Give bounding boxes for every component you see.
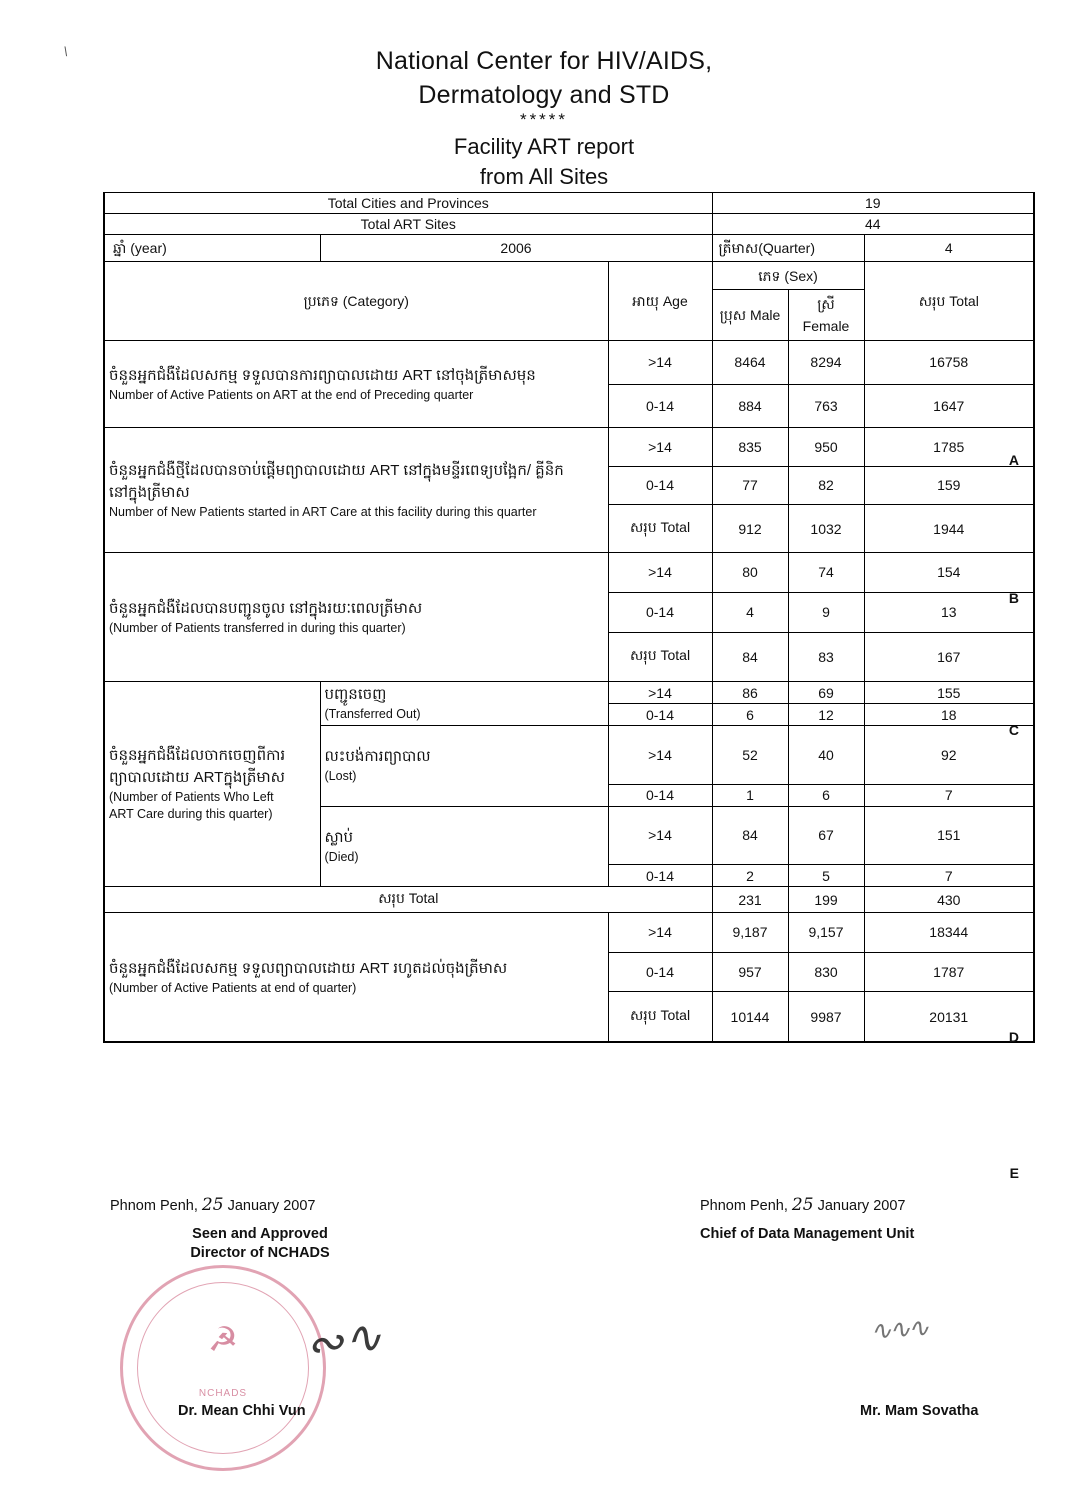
section-letter-b: B — [1008, 590, 1019, 606]
col-header-age: អាយុ Age — [608, 262, 712, 341]
section-a-row0-age: >14 — [608, 341, 712, 385]
section-d-khmer2: ព្យាបាលដោយ ARTក្នុងត្រីមាស — [109, 769, 285, 786]
stars-divider: ***** — [519, 110, 569, 129]
section-d-sub1-khmer: បញ្ជូនចេញ — [324, 686, 387, 703]
section-d-sub3-row1-age: 0-14 — [608, 865, 712, 887]
section-d-sub1-row1-female: 12 — [788, 704, 864, 726]
section-letter-e: E — [1009, 1165, 1019, 1181]
col-header-sex: ភេទ (Sex) — [712, 262, 864, 290]
section-a-row1-male: 884 — [712, 384, 788, 428]
section-d-total-female: 199 — [788, 887, 864, 913]
section-d-sub1-row0-total: 155 — [864, 682, 1034, 704]
section-d-sub3-row1-female: 5 — [788, 865, 864, 887]
table-row — [104, 428, 1034, 467]
section-c-row1-age: 0-14 — [608, 592, 712, 632]
signature-right-role: Chief of Data Management Unit — [700, 1226, 915, 1242]
section-letter-d: D — [1008, 1029, 1019, 1045]
table-header-row-1 — [104, 262, 1034, 290]
summary-row-period — [104, 235, 1034, 262]
signature-right-scribble: ∿∿∿ — [869, 1313, 928, 1347]
section-d-sub2-label — [320, 726, 608, 807]
section-d-sub1-row0-male: 86 — [712, 682, 788, 704]
section-d-sub2-row0-age: >14 — [608, 726, 712, 785]
section-a-row0-female: 8294 — [788, 341, 864, 385]
sites-value: 44 — [712, 214, 1034, 235]
section-c-row1-total: 13 — [864, 592, 1034, 632]
section-e-row1-age: 0-14 — [608, 952, 712, 992]
signature-left-place — [110, 1195, 470, 1215]
year-label: ឆ្នាំ (year) — [104, 235, 320, 262]
section-a-row0-male: 8464 — [712, 341, 788, 385]
section-b-total-female: 1032 — [788, 505, 864, 553]
signature-right-name: Mr. Mam Sovatha — [860, 1403, 979, 1419]
signature-left-role — [110, 1225, 410, 1263]
official-stamp — [120, 1265, 326, 1471]
section-d-sub3-label — [320, 806, 608, 887]
section-d-sub2-row0-total: 92 — [864, 726, 1034, 785]
section-c-category — [104, 553, 608, 682]
section-c-row1-female: 9 — [788, 592, 864, 632]
section-e-row0-age: >14 — [608, 913, 712, 953]
section-e-category — [104, 913, 608, 1043]
signature-left-name: Dr. Mean Chhi Vun — [178, 1403, 306, 1419]
section-d-sub2-row1-female: 6 — [788, 784, 864, 806]
section-a-english: Number of Active Patients on ART at the end of Preceding quarter — [109, 387, 474, 402]
section-c-total-label: សរុប Total — [608, 632, 712, 681]
section-d-sub3-english: (Died) — [324, 849, 359, 864]
col-header-category: ប្រភេទ (Category) — [104, 262, 608, 341]
section-d-sub3-row0-total: 151 — [864, 806, 1034, 865]
section-c-khmer: ចំនួនអ្នកជំងឺដែលបានបញ្ជូនចូល នៅក្នុងរយៈពេលត្រីមាស — [109, 599, 423, 617]
section-b-khmer2: នៅក្នុងត្រីមាស — [109, 483, 190, 501]
section-d-total-total: 430 — [864, 887, 1034, 913]
corner-pen-mark: \ — [63, 43, 69, 60]
section-d-sub1-row0-age: >14 — [608, 682, 712, 704]
section-b-khmer: ចំនួនអ្នកជំងឺថ្មីដែលបានចាប់ផ្តើមព្យាបាលដោយ ART នៅក្នុងមន្ទីរពេទ្យបង្អែក/ គ្លីនិក — [109, 461, 564, 479]
section-d-sub1-row1-total: 18 — [864, 704, 1034, 726]
section-d-english2: ART Care during this quarter) — [109, 807, 273, 821]
report-subtitle: from All Sites — [479, 164, 609, 189]
section-d-sub3-row0-age: >14 — [608, 806, 712, 865]
section-b-row0-male: 835 — [712, 428, 788, 467]
section-c-row0-age: >14 — [608, 553, 712, 593]
section-d-sub2-row1-total: 7 — [864, 784, 1034, 806]
year-value: 2006 — [320, 235, 712, 262]
section-e-total-female: 9987 — [788, 992, 864, 1042]
section-b-row1-total: 159 — [864, 466, 1034, 505]
section-a-khmer: ចំនួនអ្នកជំងឺដែលសកម្ម ទទួលបានការព្យាបាលដោយ ART នៅចុងត្រីមាសមុន — [109, 366, 536, 384]
section-b-english: Number of New Patients started in ART Care at this facility during this quarter — [109, 504, 537, 519]
cities-value: 19 — [712, 193, 1034, 214]
stamp-emblem-icon: ☭ — [207, 1321, 239, 1359]
section-d-sub3-row1-total: 7 — [864, 865, 1034, 887]
section-b-category — [104, 428, 608, 553]
signature-right-date: 25 — [791, 1195, 814, 1215]
section-e-row1-total: 1787 — [864, 952, 1034, 992]
document-header — [0, 0, 1088, 192]
section-d-sub3-khmer: ស្លាប់ — [324, 828, 354, 846]
signature-left-place-suffix: January 2007 — [227, 1198, 316, 1214]
quarter-label: ត្រីមាស(Quarter) — [712, 235, 864, 262]
summary-row-sites — [104, 214, 1034, 235]
section-a-row1-female: 763 — [788, 384, 864, 428]
section-e-khmer: ចំនួនអ្នកជំងឺដែលសកម្ម ទទួលព្យាបាលដោយ ART រហូតដល់ចុងត្រីមាស — [109, 959, 508, 977]
section-d-sub1-row0-female: 69 — [788, 682, 864, 704]
section-d-sub3-row0-male: 84 — [712, 806, 788, 865]
section-letter-a: A — [1008, 452, 1019, 468]
section-b-row1-male: 77 — [712, 466, 788, 505]
section-b-row0-female: 950 — [788, 428, 864, 467]
signature-left-role-line2: Director of NCHADS — [190, 1245, 330, 1261]
section-d-sub2-row0-male: 52 — [712, 726, 788, 785]
section-d-khmer: ចំនួនអ្នកជំងឺដែលចាកចេញពីការ — [109, 747, 286, 764]
signature-left-place-prefix: Phnom Penh, — [110, 1198, 198, 1214]
section-c-row0-total: 154 — [864, 553, 1034, 593]
section-b-total-male: 912 — [712, 505, 788, 553]
section-b-row1-female: 82 — [788, 466, 864, 505]
col-header-female: ស្រី Female — [788, 290, 864, 341]
signature-left-scribble: ∾∿ — [301, 1307, 386, 1373]
stamp-text: NCHADS — [198, 1388, 248, 1399]
section-e-total-male: 10144 — [712, 992, 788, 1042]
signature-left-date: 25 — [201, 1195, 224, 1215]
section-c-total-total: 167 — [864, 632, 1034, 681]
art-report-table — [103, 192, 1035, 1043]
section-e-row1-female: 830 — [788, 952, 864, 992]
section-e-total-label: សរុប Total — [608, 992, 712, 1042]
section-e-english: (Number of Active Patients at end of quarter) — [109, 980, 357, 995]
section-c-english: (Number of Patients transferred in during this quarter) — [109, 620, 406, 635]
section-c-total-female: 83 — [788, 632, 864, 681]
table-row — [104, 887, 1034, 913]
section-d-sub2-row1-age: 0-14 — [608, 784, 712, 806]
col-header-total: សរុប Total — [864, 262, 1034, 341]
section-b-row0-age: >14 — [608, 428, 712, 467]
report-title: Facility ART report — [453, 134, 635, 159]
section-d-sub2-khmer: លះបង់ការព្យាបាល — [324, 748, 431, 766]
section-b-row1-age: 0-14 — [608, 466, 712, 505]
section-d-category — [104, 682, 320, 887]
section-a-row1-total: 1647 — [864, 384, 1034, 428]
section-d-sub2-row0-female: 40 — [788, 726, 864, 785]
col-header-male: ប្រុស Male — [712, 290, 788, 341]
org-name-line1: National Center for HIV/AIDS, — [375, 47, 713, 75]
section-c-row1-male: 4 — [712, 592, 788, 632]
signature-right — [700, 1195, 1060, 1419]
section-d-total-male: 231 — [712, 887, 788, 913]
sites-label: Total ART Sites — [104, 214, 712, 235]
section-a-row1-age: 0-14 — [608, 384, 712, 428]
section-d-sub1-english: (Transferred Out) — [324, 707, 421, 721]
section-b-total-label: សរុប Total — [608, 505, 712, 553]
section-d-sub2-english: (Lost) — [324, 769, 357, 784]
section-d-sub1-row1-age: 0-14 — [608, 704, 712, 726]
section-e-row0-female: 9,157 — [788, 913, 864, 953]
section-e-row1-male: 957 — [712, 952, 788, 992]
section-b-row0-total: 1785 — [864, 428, 1034, 467]
section-e-row0-male: 9,187 — [712, 913, 788, 953]
report-table-wrap — [103, 192, 1033, 1181]
section-d-sub1-row1-male: 6 — [712, 704, 788, 726]
quarter-value: 4 — [864, 235, 1034, 262]
section-d-sub2-row1-male: 1 — [712, 784, 788, 806]
section-d-total-label: សរុប Total — [104, 887, 712, 913]
table-row — [104, 553, 1034, 593]
section-d-sub3-row1-male: 2 — [712, 865, 788, 887]
org-name-line2: Dermatology and STD — [418, 81, 670, 109]
section-b-total-total: 1944 — [864, 505, 1034, 553]
table-row — [104, 913, 1034, 953]
section-letter-c: C — [1008, 722, 1019, 738]
cities-label: Total Cities and Provinces — [104, 193, 712, 214]
section-c-row0-female: 74 — [788, 553, 864, 593]
signature-left-role-line1: Seen and Approved — [192, 1226, 328, 1242]
table-row — [104, 682, 1034, 704]
section-a-category — [104, 341, 608, 428]
section-d-english: (Number of Patients Who Left — [109, 790, 274, 804]
table-row — [104, 341, 1034, 385]
stamp-inner-ring — [137, 1282, 309, 1454]
section-c-row0-male: 80 — [712, 553, 788, 593]
signature-left — [110, 1195, 470, 1419]
section-d-sub3-row0-female: 67 — [788, 806, 864, 865]
section-c-total-male: 84 — [712, 632, 788, 681]
section-e-total-total: 20131 — [864, 992, 1034, 1042]
signature-right-place-prefix: Phnom Penh, — [700, 1198, 788, 1214]
summary-row-cities — [104, 193, 1034, 214]
signature-right-place-suffix: January 2007 — [817, 1198, 906, 1214]
signature-right-place — [700, 1195, 1060, 1215]
section-d-sub1-label — [320, 682, 608, 726]
section-e-row0-total: 18344 — [864, 913, 1034, 953]
section-a-row0-total: 16758 — [864, 341, 1034, 385]
